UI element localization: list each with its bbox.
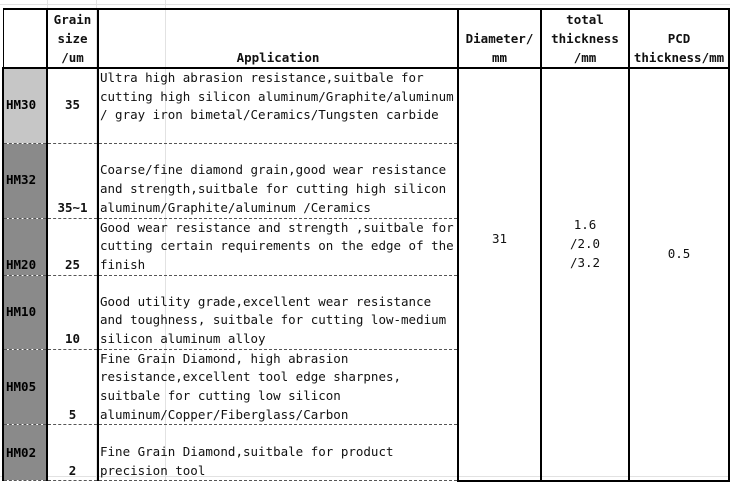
- application-cell[interactable]: Fine Grain Diamond, high abrasion resistance,excellent tool edge sharpnes, suitbale for cutting low silicon aluminum/Copper/Fiberglass/Carbon: [98, 349, 458, 425]
- diameter-cell[interactable]: 31: [458, 68, 541, 481]
- grain-size-cell[interactable]: 35: [47, 68, 98, 143]
- total-thickness-cell[interactable]: 1.6 /2.0 /3.2: [541, 68, 629, 481]
- table-row: [3, 68, 729, 143]
- application-cell[interactable]: Fine Grain Diamond,suitbale for product precision tool: [98, 425, 458, 481]
- grain-size-cell[interactable]: 10: [47, 275, 98, 349]
- header-row: [3, 9, 729, 68]
- grain-size-cell[interactable]: 35~1: [47, 143, 98, 218]
- grain-size-cell[interactable]: 2: [47, 425, 98, 481]
- header-application[interactable]: Application: [98, 9, 458, 68]
- pcd-thickness-cell[interactable]: 0.5: [629, 68, 729, 481]
- grade-code-cell[interactable]: HM10: [3, 275, 47, 349]
- application-cell[interactable]: Good utility grade,excellent wear resistance and toughness, suitbale for cutting low-medium silicon aluminum alloy: [98, 275, 458, 349]
- application-cell[interactable]: Good wear resistance and strength ,suitbale for cutting certain requirements on the edge of the finish: [98, 218, 458, 275]
- grade-code-cell[interactable]: HM30: [3, 68, 47, 143]
- pcd-grade-table: [2, 8, 730, 482]
- grain-size-cell[interactable]: 5: [47, 349, 98, 425]
- application-cell[interactable]: Coarse/fine diamond grain,good wear resistance and strength,suitbale for cutting high silicon aluminum/Graphite/aluminum /Ceramics: [98, 143, 458, 218]
- application-cell[interactable]: Ultra high abrasion resistance,suitbale for cutting high silicon aluminum/Graphite/aluminum / gray iron bimetal/Ceramics/Tungsten carbide: [98, 68, 458, 143]
- grade-code-cell[interactable]: HM02: [3, 425, 47, 481]
- gridline: [0, 4, 730, 5]
- header-total-thickness[interactable]: total thickness /mm: [541, 9, 629, 68]
- header-blank-cell[interactable]: [3, 9, 47, 68]
- grade-code-cell[interactable]: HM05: [3, 349, 47, 425]
- grain-size-cell[interactable]: 25: [47, 218, 98, 275]
- header-pcd-thickness[interactable]: PCD thickness/mm: [629, 9, 729, 68]
- header-grain-size[interactable]: Grain size /um: [47, 9, 98, 68]
- header-diameter[interactable]: Diameter/ mm: [458, 9, 541, 68]
- grade-code-cell[interactable]: HM20: [3, 218, 47, 275]
- grade-code-cell[interactable]: HM32: [3, 143, 47, 218]
